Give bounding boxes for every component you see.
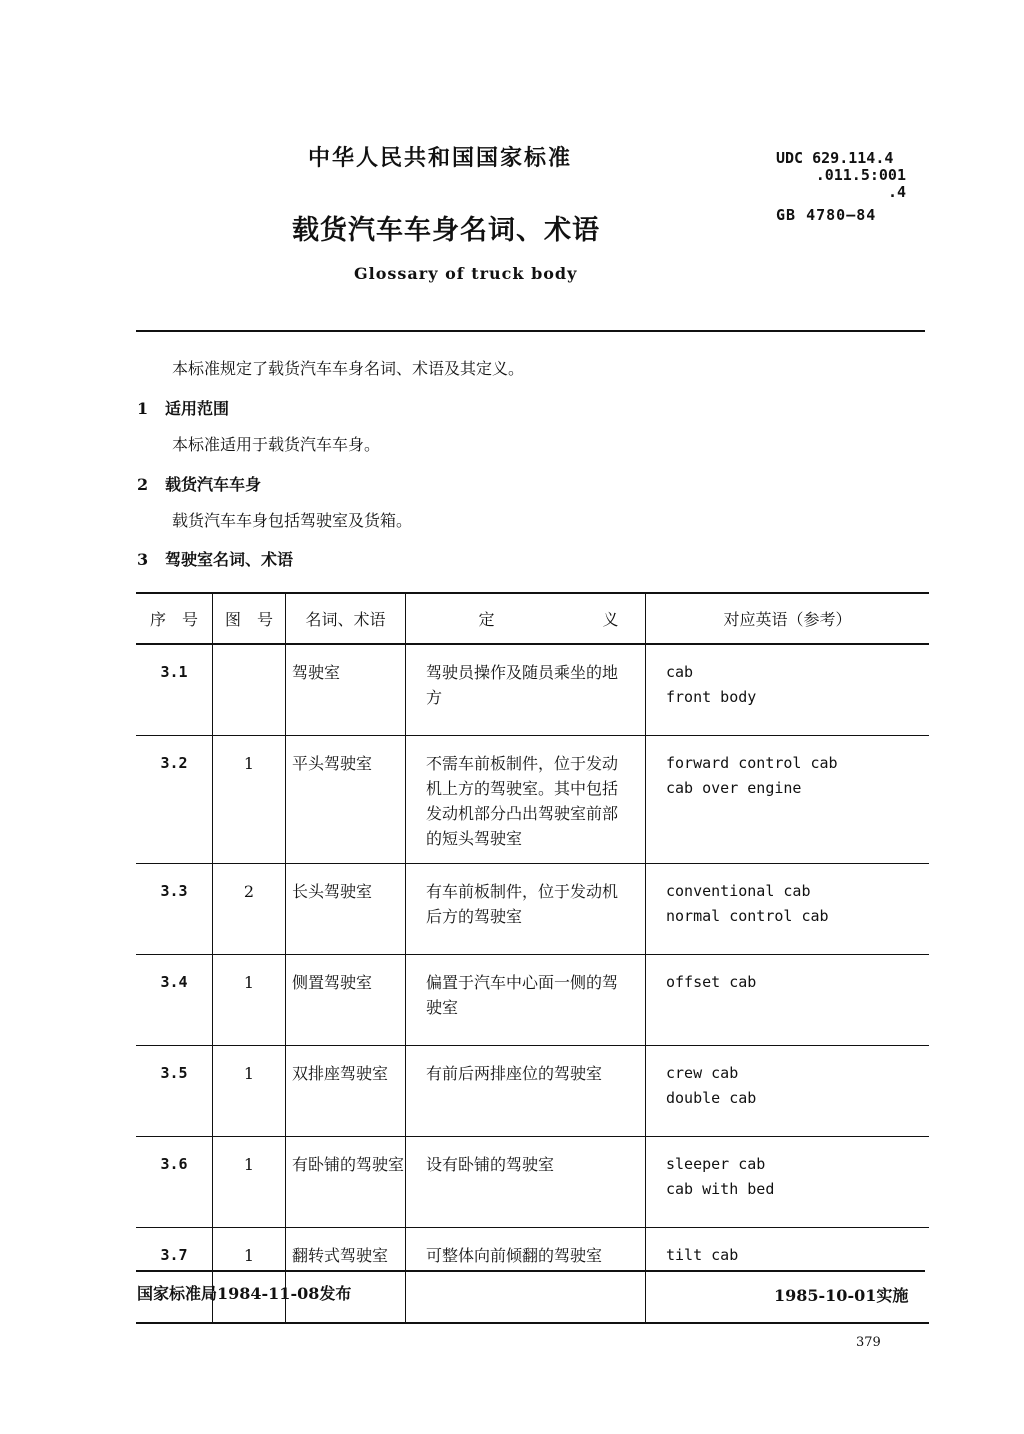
header-definition-a: 定 [478, 610, 495, 629]
row-term: 驾驶室 [286, 644, 406, 736]
row-definition: 不需车前板制件，位于发动机上方的驾驶室。其中包括发动机部分凸出驾驶室前部的短头驾驶室 [406, 736, 646, 864]
document-subtitle: Glossary of truck body [354, 264, 578, 283]
row-term: 翻转式驾驶室 [286, 1228, 406, 1324]
row-definition: 驾驶员操作及随员乘坐的地方 [406, 644, 646, 736]
effective-date: 1985-10-01实施 [774, 1286, 909, 1305]
table-header-row [136, 593, 929, 644]
issue-date: 国家标准局1984-11-08发布 [137, 1284, 352, 1303]
udc-code [776, 150, 906, 201]
section-1-heading [137, 396, 229, 419]
section-title: 载货汽车车身 [165, 475, 262, 494]
header-seq: 序 号 [136, 593, 213, 644]
english-term: conventional cab [666, 882, 811, 900]
row-term: 侧置驾驶室 [286, 955, 406, 1046]
udc-line-2: .011.5:001 [815, 166, 906, 184]
row-seq: 3.3 [136, 864, 213, 955]
row-english [646, 955, 930, 1046]
terms-table [136, 592, 929, 1324]
row-seq: 3.5 [136, 1046, 213, 1137]
row-english [646, 1046, 930, 1137]
section-1-body: 本标准适用于载货汽车车身。 [172, 435, 381, 454]
row-english [646, 644, 930, 736]
page-number: 379 [856, 1335, 881, 1350]
row-figure: 1 [213, 1046, 286, 1137]
section-number: 3 [137, 550, 149, 569]
national-standard-heading: 中华人民共和国国家标准 [308, 145, 573, 171]
row-seq: 3.4 [136, 955, 213, 1046]
row-term: 平头驾驶室 [286, 736, 406, 864]
row-definition: 可整体向前倾翻的驾驶室 [406, 1228, 646, 1324]
english-term: cab with bed [666, 1180, 775, 1198]
header-term: 名词、术语 [286, 593, 406, 644]
header-english: 对应英语（参考） [646, 593, 930, 644]
section-title: 适用范围 [165, 399, 230, 418]
header-divider [136, 330, 925, 332]
row-figure: 1 [213, 1228, 286, 1324]
row-figure: 1 [213, 736, 286, 864]
intro-paragraph: 本标准规定了载货汽车车身名词、术语及其定义。 [172, 359, 525, 378]
section-2-heading [137, 472, 261, 495]
row-definition: 设有卧铺的驾驶室 [406, 1137, 646, 1228]
row-english [646, 736, 930, 864]
table-row [136, 736, 929, 864]
row-seq: 3.6 [136, 1137, 213, 1228]
row-definition: 有车前板制件，位于发动机后方的驾驶室 [406, 864, 646, 955]
row-definition: 有前后两排座位的驾驶室 [406, 1046, 646, 1137]
header-definition-b: 义 [602, 610, 619, 629]
row-seq: 3.2 [136, 736, 213, 864]
section-3-heading [137, 547, 293, 570]
row-english [646, 1137, 930, 1228]
section-number: 1 [137, 399, 149, 418]
document-title: 载货汽车车身名词、术语 [292, 215, 600, 246]
row-english [646, 1228, 930, 1324]
row-figure: 1 [213, 1137, 286, 1228]
row-english [646, 864, 930, 955]
footer-divider [136, 1270, 925, 1272]
table-row [136, 955, 929, 1046]
table-row [136, 1137, 929, 1228]
english-term: cab [666, 663, 694, 681]
english-term: offset cab [666, 973, 757, 991]
row-definition: 偏置于汽车中心面一侧的驾驶室 [406, 955, 646, 1046]
header-figure: 图 号 [213, 593, 286, 644]
row-term: 双排座驾驶室 [286, 1046, 406, 1137]
row-term: 长头驾驶室 [286, 864, 406, 955]
table-row [136, 644, 929, 736]
table-row [136, 1228, 929, 1324]
row-figure: 1 [213, 955, 286, 1046]
english-term: forward control cab [666, 754, 838, 772]
header-definition [406, 593, 646, 644]
english-term: double cab [666, 1089, 757, 1107]
section-title: 驾驶室名词、术语 [165, 550, 294, 569]
english-term: front body [666, 688, 757, 706]
section-number: 2 [137, 475, 149, 494]
english-term: crew cab [666, 1064, 739, 1082]
table-row [136, 864, 929, 955]
table-row [136, 1046, 929, 1137]
english-term: normal control cab [666, 907, 829, 925]
row-seq: 3.1 [136, 644, 213, 736]
english-term: tilt cab [666, 1246, 739, 1264]
gb-number: GB 4780—84 [776, 206, 877, 224]
row-figure [213, 644, 286, 736]
english-term: sleeper cab [666, 1155, 766, 1173]
row-term: 有卧铺的驾驶室 [286, 1137, 406, 1228]
section-2-body: 载货汽车车身包括驾驶室及货箱。 [172, 511, 413, 530]
udc-line-1: UDC 629.114.4 [776, 149, 894, 167]
row-seq: 3.7 [136, 1228, 213, 1324]
english-term: cab over engine [666, 779, 802, 797]
row-figure: 2 [213, 864, 286, 955]
udc-line-3: .4 [887, 183, 906, 201]
